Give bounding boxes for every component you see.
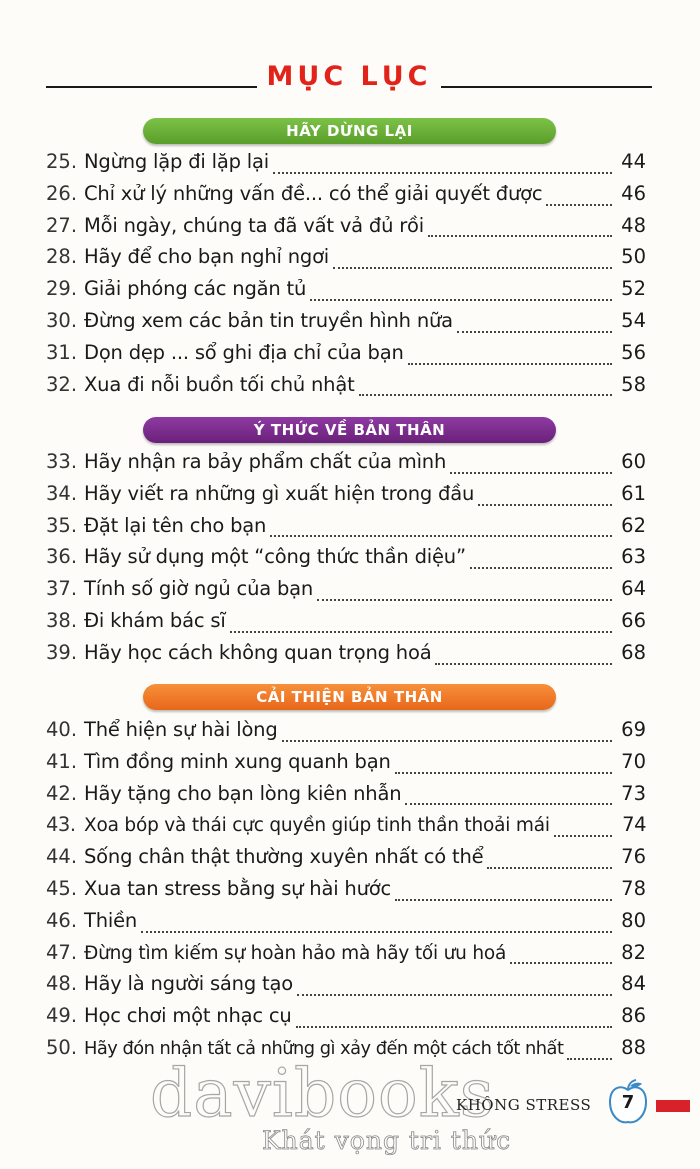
toc-dot-leader bbox=[273, 172, 612, 174]
toc-dot-leader bbox=[408, 363, 612, 365]
toc-entry-number: 34. bbox=[46, 481, 78, 505]
toc-dot-leader bbox=[487, 867, 612, 869]
toc-entry-number: 33. bbox=[46, 450, 78, 473]
toc-entry-number: 45. bbox=[46, 876, 78, 900]
toc-dot-leader bbox=[435, 663, 612, 665]
toc-dot-leader bbox=[296, 1026, 612, 1028]
toc-entry-number: 46. bbox=[46, 908, 78, 932]
toc-entry-number: 37. bbox=[46, 577, 78, 601]
toc-dot-leader bbox=[478, 504, 612, 506]
toc-entry-title: Hãy đón nhận tất cả những gì xảy đến một cách tốt nhất bbox=[84, 1037, 564, 1059]
toc-dot-leader bbox=[333, 267, 612, 269]
toc-entry[interactable] bbox=[46, 877, 646, 909]
toc-entry[interactable] bbox=[46, 373, 646, 405]
toc-entry-number: 32. bbox=[46, 372, 78, 396]
toc-dot-leader bbox=[450, 472, 612, 474]
toc-entry[interactable] bbox=[46, 277, 646, 309]
toc-entry[interactable] bbox=[46, 545, 646, 577]
title-rule-left bbox=[46, 86, 257, 88]
toc-entry[interactable] bbox=[46, 641, 646, 673]
toc-dot-leader bbox=[141, 931, 612, 933]
toc-entry-page: 76 bbox=[621, 845, 646, 869]
section-heading-label: CẢI THIỆN BẢN THÂN bbox=[256, 688, 443, 706]
toc-dot-leader bbox=[317, 599, 612, 601]
toc-entry-page: 69 bbox=[621, 718, 646, 741]
toc-entry-number: 41. bbox=[46, 749, 78, 773]
toc-entry-number: 49. bbox=[46, 1004, 78, 1028]
toc-dot-leader bbox=[510, 962, 612, 964]
toc-entry[interactable] bbox=[46, 813, 646, 845]
footer-accent-bar bbox=[656, 1100, 690, 1112]
toc-list-section-2 bbox=[46, 450, 646, 673]
toc-entry-title: Mỗi ngày, chúng ta đã vất vả đủ rồi bbox=[84, 213, 425, 237]
toc-entry[interactable] bbox=[46, 482, 646, 514]
toc-entry-page: 44 bbox=[621, 150, 646, 173]
toc-dot-leader bbox=[297, 994, 612, 996]
toc-entry-number: 25. bbox=[46, 150, 78, 173]
toc-entry-page: 61 bbox=[621, 481, 646, 505]
toc-dot-leader bbox=[282, 740, 612, 742]
toc-entry-title: Xoa bóp và thái cực quyền giúp tinh thần thoải mái bbox=[84, 815, 550, 837]
toc-entry-title: Hãy học cách không quan trọng hoá bbox=[84, 640, 432, 664]
toc-entry-number: 30. bbox=[46, 308, 78, 332]
toc-entry-title: Đặt lại tên cho bạn bbox=[84, 513, 267, 537]
toc-entry-page: 80 bbox=[621, 908, 646, 932]
toc-entry-number: 44. bbox=[46, 845, 78, 869]
section-heading-y-thuc-ve-ban-than bbox=[143, 417, 556, 443]
toc-entry-title: Đừng xem các bản tin truyền hình nữa bbox=[84, 308, 453, 332]
toc-entry-page: 88 bbox=[621, 1035, 646, 1059]
toc-dot-leader bbox=[230, 631, 612, 633]
toc-entry-title: Hãy sử dụng một “công thức thần diệu” bbox=[84, 545, 466, 569]
toc-entry-number: 26. bbox=[46, 181, 78, 205]
toc-dot-leader bbox=[310, 299, 612, 301]
toc-dot-leader bbox=[395, 899, 612, 901]
toc-entry-page: 52 bbox=[621, 277, 646, 301]
toc-entry-page: 48 bbox=[621, 213, 646, 237]
toc-entry[interactable] bbox=[46, 782, 646, 814]
toc-entry[interactable] bbox=[46, 450, 646, 482]
toc-entry[interactable] bbox=[46, 245, 646, 277]
toc-entry-page: 46 bbox=[621, 181, 646, 205]
toc-entry[interactable] bbox=[46, 718, 646, 750]
toc-entry-number: 48. bbox=[46, 972, 78, 996]
watermark-tagline: Khát vọng tri thức bbox=[262, 1126, 512, 1155]
toc-entry-number: 28. bbox=[46, 245, 78, 269]
toc-entry-number: 42. bbox=[46, 781, 78, 805]
toc-dot-leader bbox=[359, 394, 612, 396]
toc-entry-page: 84 bbox=[621, 972, 646, 996]
toc-entry-number: 47. bbox=[46, 940, 78, 964]
toc-entry-number: 36. bbox=[46, 545, 78, 569]
section-heading-cai-thien-ban-than bbox=[143, 684, 556, 710]
toc-entry-title: Tìm đồng minh xung quanh bạn bbox=[84, 749, 391, 773]
toc-dot-leader bbox=[470, 567, 612, 569]
toc-entry-page: 78 bbox=[621, 876, 646, 900]
toc-entry-number: 31. bbox=[46, 340, 78, 364]
title-rule-right bbox=[441, 86, 652, 88]
toc-entry[interactable] bbox=[46, 972, 646, 1004]
toc-entry-page: 50 bbox=[621, 245, 646, 269]
toc-entry-title: Hãy nhận ra bảy phẩm chất của mình bbox=[84, 450, 447, 473]
page-title-row bbox=[46, 56, 652, 96]
section-heading-label: Ý THỨC VỀ BẢN THÂN bbox=[253, 421, 446, 439]
toc-entry-title: Hãy để cho bạn nghỉ ngơi bbox=[84, 245, 330, 269]
toc-entry-title: Hãy là người sáng tạo bbox=[84, 972, 293, 996]
toc-entry-number: 27. bbox=[46, 213, 78, 237]
toc-entry[interactable] bbox=[46, 309, 646, 341]
toc-entry-page: 66 bbox=[621, 608, 646, 632]
toc-entry-number: 38. bbox=[46, 608, 78, 632]
running-footer-title: KHÔNG STRESS bbox=[456, 1096, 592, 1114]
toc-entry-title: Giải phóng các ngăn tủ bbox=[84, 277, 307, 301]
toc-entry-title: Dọn dẹp ... sổ ghi địa chỉ của bạn bbox=[84, 340, 404, 364]
toc-entry-page: 82 bbox=[621, 940, 646, 964]
toc-entry-title: Chỉ xử lý những vấn đề... có thể giải quyết được bbox=[84, 181, 543, 205]
toc-entry[interactable] bbox=[46, 182, 646, 214]
toc-list-section-3 bbox=[46, 718, 646, 1068]
toc-entry-title: Đừng tìm kiếm sự hoàn hảo mà hãy tối ưu hoá bbox=[84, 942, 507, 964]
toc-entry-number: 43. bbox=[46, 813, 76, 837]
toc-dot-leader bbox=[405, 803, 612, 805]
toc-dot-leader bbox=[428, 235, 612, 237]
toc-entry-title: Hãy viết ra những gì xuất hiện trong đầu bbox=[84, 481, 475, 505]
toc-entry[interactable] bbox=[46, 609, 646, 641]
toc-dot-leader bbox=[567, 1058, 612, 1060]
toc-entry[interactable] bbox=[46, 341, 646, 373]
toc-entry[interactable] bbox=[46, 150, 646, 182]
section-heading-label: HÃY DỪNG LẠI bbox=[286, 122, 413, 140]
toc-entry-page: 63 bbox=[621, 545, 646, 569]
toc-entry-title: Đi khám bác sĩ bbox=[84, 608, 226, 632]
toc-entry[interactable] bbox=[46, 514, 646, 546]
toc-entry-title: Thể hiện sự hài lòng bbox=[84, 718, 278, 741]
toc-entry-page: 70 bbox=[621, 749, 646, 773]
toc-entry-number: 40. bbox=[46, 718, 78, 741]
toc-entry-title: Ngừng lặp đi lặp lại bbox=[84, 150, 269, 173]
toc-entry-page: 86 bbox=[621, 1004, 646, 1028]
toc-entry-title: Tính số giờ ngủ của bạn bbox=[84, 577, 314, 601]
page-title: MỤC LỤC bbox=[266, 60, 432, 92]
toc-entry[interactable] bbox=[46, 577, 646, 609]
toc-entry-number: 35. bbox=[46, 513, 78, 537]
toc-entry-title: Xua tan stress bằng sự hài hước bbox=[84, 876, 391, 900]
page-number: 7 bbox=[621, 1092, 635, 1113]
toc-entry-number: 39. bbox=[46, 640, 78, 664]
toc-entry-title: Sống chân thật thường xuyên nhất có thể bbox=[84, 845, 484, 869]
toc-entry-number: 50. bbox=[46, 1035, 78, 1059]
toc-entry-number: 29. bbox=[46, 277, 78, 301]
toc-entry-page: 68 bbox=[621, 640, 646, 664]
toc-entry-page: 60 bbox=[621, 450, 646, 473]
toc-dot-leader bbox=[554, 835, 612, 837]
toc-dot-leader bbox=[546, 204, 612, 206]
toc-entry-page: 54 bbox=[621, 308, 646, 332]
toc-entry-page: 64 bbox=[621, 577, 646, 601]
toc-list-section-1 bbox=[46, 150, 646, 404]
toc-entry[interactable] bbox=[46, 750, 646, 782]
toc-entry[interactable] bbox=[46, 909, 646, 941]
section-heading-hay-dung-lai bbox=[143, 118, 556, 144]
toc-entry[interactable] bbox=[46, 941, 646, 973]
toc-entry-title: Hãy tặng cho bạn lòng kiên nhẫn bbox=[84, 781, 402, 805]
toc-entry-title: Thiền bbox=[84, 908, 138, 932]
toc-dot-leader bbox=[270, 535, 612, 537]
toc-entry[interactable] bbox=[46, 845, 646, 877]
toc-entry-page: 62 bbox=[621, 513, 646, 537]
toc-entry[interactable] bbox=[46, 1004, 646, 1036]
toc-entry-page: 73 bbox=[621, 781, 646, 805]
toc-entry-title: Học chơi một nhạc cụ bbox=[84, 1004, 292, 1028]
toc-entry-page: 58 bbox=[621, 372, 646, 396]
toc-entry-page: 74 bbox=[622, 813, 646, 837]
toc-entry-page: 56 bbox=[621, 340, 646, 364]
toc-dot-leader bbox=[395, 772, 612, 774]
watermark-logo: davibooks bbox=[150, 1055, 495, 1132]
toc-entry-title: Xua đi nỗi buồn tối chủ nhật bbox=[84, 372, 355, 396]
toc-entry[interactable] bbox=[46, 214, 646, 246]
toc-dot-leader bbox=[457, 331, 612, 333]
